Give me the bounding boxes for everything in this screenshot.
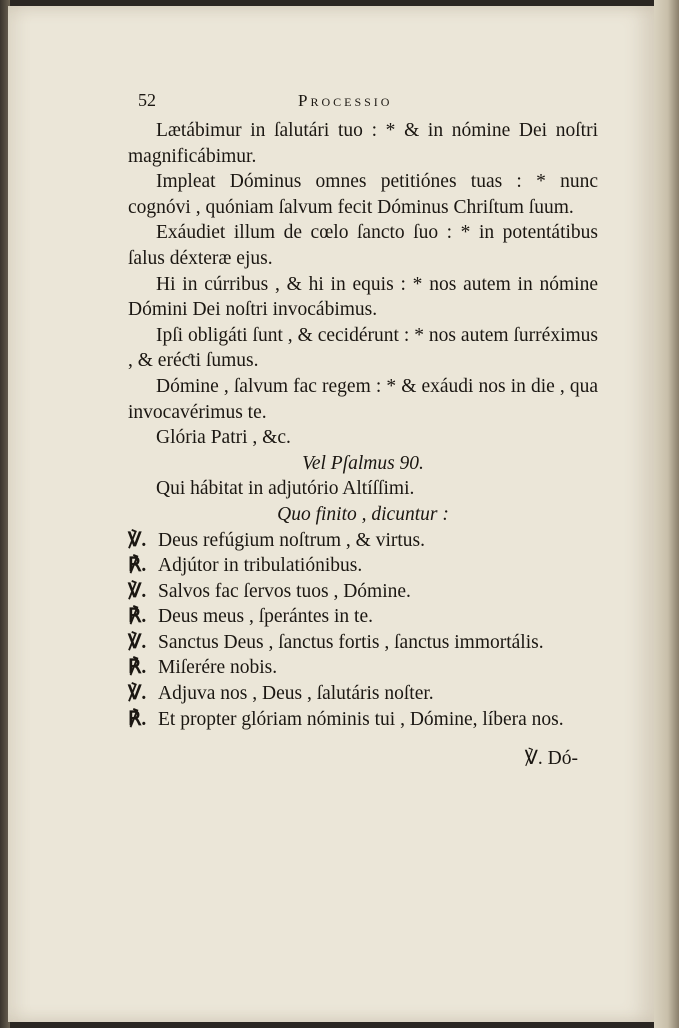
versicle-line	[128, 681, 598, 707]
response-symbol: ℟.	[128, 555, 147, 577]
page-number: 52	[138, 90, 156, 110]
response-text: Adjútor in tribulatiónibus.	[158, 555, 363, 577]
page-edge-right	[654, 0, 679, 1028]
versicle-line	[128, 630, 598, 656]
psalm-incipit: Qui hábitat in adjutório Altíſſimi.	[156, 478, 415, 500]
catchword: ℣. Dó-	[524, 748, 578, 770]
running-head: Processio	[298, 91, 393, 110]
versicle-line	[128, 528, 598, 554]
versicle-text: Sanctus Deus , ſanctus fortis , ſanctus immortális.	[158, 631, 544, 653]
versicle-symbol: ℣.	[128, 580, 147, 602]
response-text: Et propter glóriam nóminis tui , Dómine, líbera nos.	[158, 708, 564, 730]
response-text: Miſerére nobis.	[158, 657, 278, 679]
versicle-symbol: ℣.	[128, 631, 147, 653]
response-symbol: ℟.	[128, 708, 147, 730]
versicle-text: Deus refúgium noſtrum , & virtus.	[158, 529, 426, 551]
psalm-verse: Impleat Dóminus omnes petitiónes tuas : * nunc cognóvi , quóniam ſalvum fecit Dóminus Chriſtum ſuum.	[128, 171, 598, 218]
versicle-symbol: ℣.	[128, 529, 147, 551]
response-line	[128, 655, 598, 681]
versicle-line	[128, 579, 598, 605]
psalm-verse: Ipſi obligáti ſunt , & cecidérunt : * nos autem ſurréximus , & eréƈti ſumus.	[128, 324, 598, 372]
response-line	[128, 604, 598, 630]
response-text: Deus meus , ſperántes in te.	[158, 606, 373, 628]
psalm-verse: Hi in cúrribus , & hi in equis : * nos autem in nómine Dómini Dei noſtri invocábimus.	[128, 273, 598, 321]
versicle-text: Salvos fac ſervos tuos , Dómine.	[158, 580, 411, 602]
versicle-symbol: ℣.	[128, 683, 147, 705]
response-line	[128, 707, 598, 733]
versicle-text: Adjuva nos , Deus , ſalutáris noſter.	[158, 683, 434, 705]
page-text	[128, 82, 598, 772]
psalm-verse: Exáudiet illum de cœlo ſancto ſuo : * in potentátibus ſalus déxteræ ejus.	[128, 222, 598, 269]
page-header	[128, 82, 598, 118]
response-symbol: ℟.	[128, 606, 147, 628]
rubric-psalm: Vel Pſalmus 90.	[302, 452, 424, 474]
rubric-finito: Quo finito , dicuntur :	[277, 503, 449, 525]
gloria-patri: Glória Patri , &c.	[156, 427, 291, 449]
psalm-verse: Dómine , ſalvum fac regem : * & exáudi nos in die , qua invocavérimus te.	[128, 375, 598, 423]
response-line	[128, 553, 598, 579]
response-symbol: ℟.	[128, 657, 147, 679]
psalm-verse: Lætábimur in ſalutári tuo : * & in nómine Dei noſtri magnificábimur.	[128, 120, 598, 167]
